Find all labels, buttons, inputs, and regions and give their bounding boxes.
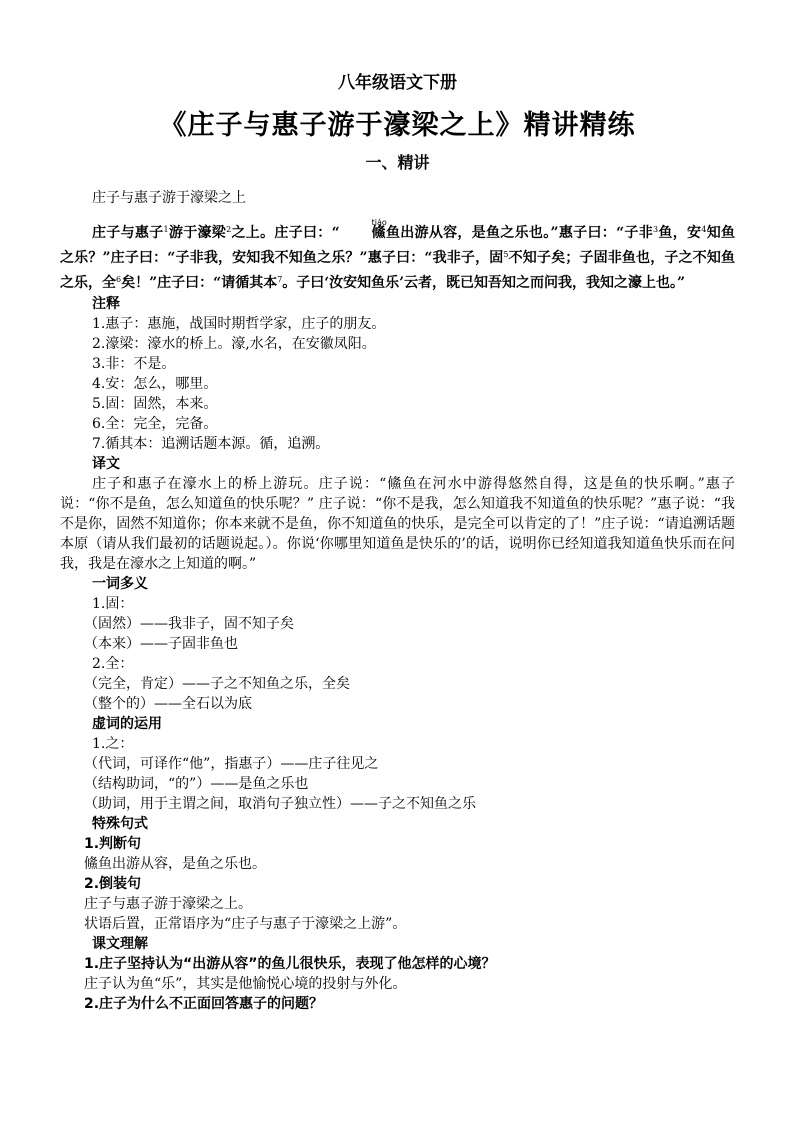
polysemy-item: （固然）——我非子，固不知子矣 — [84, 616, 294, 632]
footnote-mark: 3 — [653, 225, 659, 234]
text-title: 庄子与惠子游于濠梁之上 — [92, 190, 246, 206]
function-word-item: （助词，用于主谓之间，取消句子独立性）——子之不知鱼之乐 — [84, 796, 476, 812]
note-item: 1.惠子：惠施，战国时期哲学家，庄子的朋友。 — [92, 316, 386, 332]
question: 1.庄子坚持认为“出游从容”的鱼儿很快乐，表现了他怎样的心境？ — [84, 956, 496, 972]
footnote-mark: 5 — [503, 250, 509, 259]
note-item: 6.全：完全，完备。 — [92, 416, 218, 432]
text-segment: 鱼，安 — [658, 225, 702, 241]
note-item: 4.安：怎么，哪里。 — [92, 376, 218, 392]
polysemy-item: 1.固： — [92, 596, 134, 612]
polysemy-item: （完全，肯定）——子之不知鱼之乐，全矣 — [84, 676, 350, 692]
understanding-label: 课文理解 — [92, 936, 148, 952]
footnote-mark: 4 — [701, 225, 707, 234]
function-word-item: 1.之： — [92, 736, 134, 752]
document-page — [60, 68, 735, 1014]
original-text — [60, 219, 735, 294]
text-segment: 不知子矣；子固非鱼也，子之不知鱼之乐，全 — [60, 250, 735, 291]
special-sentence-label: 特殊句式 — [92, 816, 148, 832]
pinyin-annotation — [340, 218, 387, 244]
function-word-item: （结构助词，“的”）——是鱼之乐也 — [84, 776, 309, 792]
pinyin: tiáo — [371, 218, 387, 227]
footnote-mark: 7 — [277, 275, 283, 284]
text-segment: 。子曰‘汝安知鱼乐’云者，既已知吾知之而问我，我知之濠上也。” — [282, 275, 686, 291]
text-segment: 矣！”庄子曰：“请循其本 — [121, 275, 278, 291]
footnote-mark: 2 — [226, 225, 232, 234]
function-words-label: 虚词的运用 — [92, 716, 162, 732]
special-line: 状语后置，正常语序为“庄子与惠子于濠梁之上游”。 — [84, 916, 407, 932]
question: 2.庄子为什么不正面回答惠子的问题？ — [84, 996, 324, 1012]
text-segment: 知鱼之乐？”庄子曰：“子非我，安知我不知鱼之乐？”惠子曰：“我非子，固 — [60, 225, 736, 266]
note-item: 3.非：不是。 — [92, 356, 176, 372]
special-line: 庄子与惠子游于濠梁之上。 — [84, 896, 252, 912]
text-segment: 之上。庄子曰：“ — [231, 225, 340, 241]
polysemy-item: 2.全： — [92, 656, 134, 672]
footnote-mark: 6 — [116, 275, 122, 284]
doc-title: 《庄子与惠子游于濠梁之上》精讲精练 — [159, 110, 636, 141]
special-heading: 1.判断句 — [84, 836, 142, 852]
answer: 庄子认为鱼“乐”，其实是他愉悦心境的投射与外化。 — [84, 976, 407, 992]
annotated-char: 鯈 — [371, 225, 386, 241]
text-segment: 游于濠梁 — [168, 225, 227, 241]
polysemy-item: （本来）——子固非鱼也 — [84, 636, 238, 652]
polysemy-item: （整个的）——全石以为底 — [84, 696, 252, 712]
function-word-item: （代词，可译作“他”，指惠子）——庄子往见之 — [84, 756, 379, 772]
doc-subtitle: 八年级语文下册 — [338, 73, 457, 93]
text-segment: 鱼出游从容，是鱼之乐也。”惠子曰：“子非 — [385, 225, 654, 241]
translation-label: 译文 — [92, 456, 120, 472]
note-item: 5.固：固然，本来。 — [92, 396, 218, 412]
translation-text: 庄子和惠子在濠水上的桥上游玩。庄子说：“鯈鱼在河水中游得悠然自得，这是鱼的快乐啊。”惠子说：“你不是鱼，怎么知道鱼的快乐呢？” 庄子说：“你不是我，怎么知道我不知道鱼的快乐呢？”惠子说：“我不是你，固然不知道你；你本来就不是鱼，你不知道鱼的快乐，是完全可以肯定的了！”庄子说：“请追溯话题本原（请从我们最初的话题说起。）。你说‘你哪里知道鱼是快乐的’的话，说明你已经知道我知道鱼快乐而在问我，我是在濠水之上知道的啊。” — [60, 476, 735, 572]
special-heading: 2.倒装句 — [84, 876, 142, 892]
text-segment: 庄子与惠子 — [92, 225, 164, 241]
note-item: 7.循其本：追溯话题本源。循，追溯。 — [92, 436, 330, 452]
special-line: 鯈鱼出游从容，是鱼之乐也。 — [84, 856, 266, 872]
notes-label: 注释 — [92, 296, 120, 312]
section-heading: 一、精讲 — [365, 153, 430, 172]
polysemy-label: 一词多义 — [92, 576, 148, 592]
footnote-mark: 1 — [163, 225, 169, 234]
note-item: 2.濠梁：濠水的桥上。濠,水名，在安徽凤阳。 — [92, 336, 376, 352]
